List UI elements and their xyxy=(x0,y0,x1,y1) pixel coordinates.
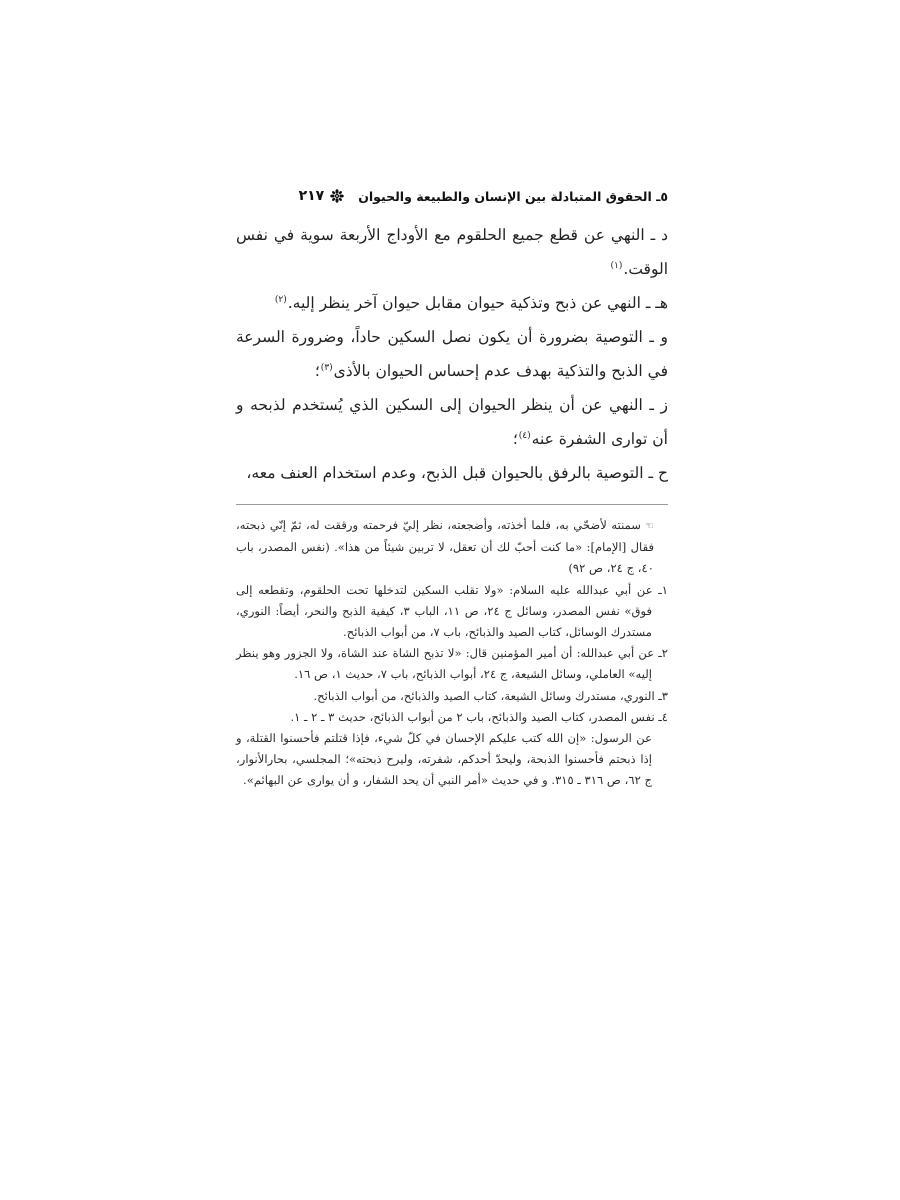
paragraph-dal-line1: د ـ النهي عن قطع جميع الحلقوم مع الأوداج الأربعة سوية في نفس xyxy=(236,226,668,244)
pointing-hand-icon: ☜ xyxy=(645,521,654,532)
paragraph-ha-text: هـ ـ النهي عن ذبح وتذكية حيوان مقابل حيوان آخر ينظر إليه. xyxy=(287,294,668,312)
paragraph-waw xyxy=(236,320,668,388)
footnote-ref-1: (١) xyxy=(610,261,623,271)
footnote-4: ٤ـ نفس المصدر، كتاب الصيد والذبائح، باب ٢ من أبواب الذبائح، حديث ٣ ـ ٢ ـ ١. xyxy=(290,709,668,724)
footnote-1: ١ـ عن أبي عبدالله عليه السلام: «ولا تقلب السكين لتدخلها تحت الحلقوم، وتقطعه إلى فوق» نفس المصدر، وسائل ج ٢٤، ص ١١، الباب ٣، كيفية الذبح والنحر، أيضاً: النوري، مستدرك الوسائل، كتاب الصيد والذبائح، باب ٧، من أبواب الذبائح. xyxy=(236,582,668,640)
footnote-ref-2: (٢) xyxy=(274,295,287,305)
chapter-title: ٥ـ الحقوق المتبادلة بين الإنسان والطبيعة والحيوان xyxy=(358,188,668,204)
paragraph-ha2 xyxy=(236,456,668,490)
footnote-continuation-text: سمنته لأضحّي به، فلما أخذته، وأضجعته، نظر إليّ فرحمته ورققت له، ثمّ إنّي ذبحته، فقال [الإمام]: «ما كنت أحبّ لك أن تعقل، لا تربين شيئاً من هذا». xyxy=(236,518,654,555)
footnote-continuation-source: (نفس المصدر، باب ٤٠، ج ٢٤، ص ٩٢) xyxy=(236,540,654,576)
footnote-2: ٢ـ عن أبي عبدالله: أن أمير المؤمنين قال: «لا تذبح الشاة عند الشاة، ولا الجزور وهو ينظر إليه» العاملي، وسائل الشيعة، ج ٢٤، أبواب الذبائح، باب ٧، حديث ١، ص ١٦. xyxy=(236,646,668,682)
book-page xyxy=(236,184,668,792)
footnotes xyxy=(236,515,668,792)
paragraph-zay-line1: ز ـ النهي عن أن ينظر الحيوان إلى السكين الذي يُستخدم لذبحه و أن xyxy=(236,396,668,448)
paragraph-ha2-line1: ح ـ التوصية بالرفق بالحيوان قبل الذبح، وعدم استخدام العنف معه، xyxy=(246,464,668,482)
paragraph-waw-line2: في الذبح والتذكية بهدف عدم إحساس الحيوان بالأذى xyxy=(333,362,668,380)
main-text xyxy=(236,218,668,490)
paragraph-dal-line2: الوقت. xyxy=(623,260,668,278)
footnote-separator xyxy=(236,504,668,505)
paragraph-waw-line1: و ـ التوصية بضرورة أن يكون نصل السكين حاداً، وضرورة السرعة xyxy=(236,328,668,346)
page-number: ٢١٧ xyxy=(298,188,325,204)
footnote-continuation xyxy=(236,515,668,580)
footnote-ref-4: (٤) xyxy=(518,431,531,441)
footnote-4-continued: عن الرسول: «إن الله كتب عليكم الإحسان في كلّ شيء، فإذا قتلتم فأحسنوا القتلة، و إذا ذبحتم فأحسنوا الذبحة، وليحدّ أحدكم، شفرته، وليرح ذبحته»؛ المجلسي، بحارالأنوار، ج ٦٢، ص ٣١٦ ـ ٣١٥. و في حديث «أمر النبي أن يحد الشفار، و أن يوارى عن البهائم». xyxy=(236,731,652,788)
footnote-ref-3: (٣) xyxy=(320,363,333,373)
floral-ornament-icon xyxy=(330,189,344,203)
paragraph-dal xyxy=(236,218,668,286)
paragraph-zay-end: ؛ xyxy=(512,430,518,448)
paragraph-waw-end: ؛ xyxy=(314,362,320,380)
paragraph-ha xyxy=(236,286,668,320)
running-header xyxy=(236,184,668,208)
paragraph-zay xyxy=(236,388,668,456)
paragraph-zay-line2: توارى الشفرة عنه xyxy=(531,430,648,448)
footnote-3: ٣ـ النوري، مستدرك وسائل الشيعة، كتاب الصيد والذبائح، من أبواب الذبائح. xyxy=(313,688,668,703)
